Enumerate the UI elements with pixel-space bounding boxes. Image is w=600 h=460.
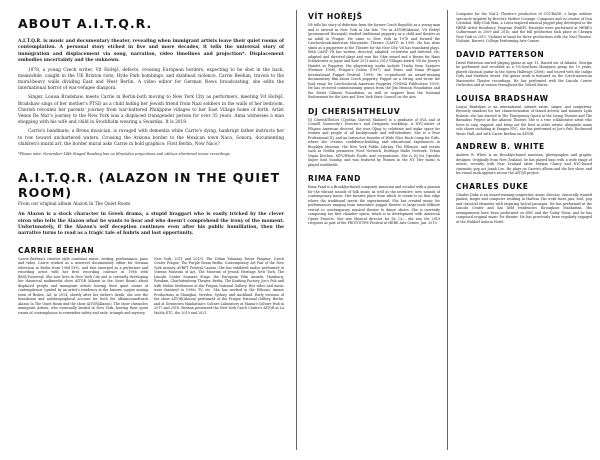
- vit-name: VÍT HOŘEJŠ: [308, 12, 363, 21]
- rima-name: RIMA FAND: [308, 174, 362, 183]
- about-paragraph-2: Singer, Louisa Bradshaw, meets Carrie in Berlin-both moving to New York City as performers, meeting Vít Hořejš. Bradshaw sings of her mother's PTSD as a child hiding her Jewish friend from Nazi soldiers in the walls of her bedroom. Cherish recounts her parents' journey from war-battered Philippine villages to her East Village home of birth. Artist Venus De Mar's journey to the New York was a displaced transgender person for over 35 years. Anna witnesses a man shopping with his wife and child in Stockholm wearing a Swastika. It is 2018.: [18, 95, 284, 126]
- album-lead: An Alazon is a stock character in Greek drama, a stupid braggart who is easily tricked by the clever eiron who tells the Alazon what he wants to hear and who doesn't comprehend the irony of the moment. Unfortunately, if the Alazon's self deception continues even after his public humiliation, then the narrative turns to read as a tragic tale of hubris and lost opportunity.: [18, 212, 284, 237]
- bios-column-a: [300, 0, 446, 229]
- david-name: DAVID PATTERSON: [456, 49, 545, 59]
- charles-name: CHARLES DUKE: [456, 181, 529, 191]
- carrie-bio: [18, 246, 284, 319]
- bios-column-b: [450, 0, 600, 227]
- dj-name: DJ CHERISHTHELUV: [308, 106, 401, 116]
- vit-text: Vít tells his story of defection from the former Czech Republic as a young man and is arrived in New York in the late '70s as AITQR(Alazon). Vít Hořejš (pronounced Horzaysh) studied traditional puppetry as a child and theater as an adult in Prague. He came to New York in 1978 and formed the Czechoslovak-American Marionette Theatre (CAMT) in 1990. He has done stints as a puppeteer at the Theatre for the New City, Vít has translated plays. With CAMT Vít has written, directed, adapted, co-written and directed. He, adapted and directed plays and won the Obie award and a Bessie for Hans Schmilowitz in Jayne and Kate 2011 and a 2013 Villager Award. Vít for Jitney's Hamlet in Puppetry. His playwriting works include Tracks from Sarajevo (Premier 1996), Prague's Golem (1997), and Twins and Sonia (Prague International Puppet Festival, 1999). He co-produced an award-winning documentary film about Czech puppetry, Puppet on a String, and wrote the lead essay for Czechoslovak American Puppetry (UNIMA Publication 1993). He has received commissioning grants from the Jim Henson Foundation and the Mertz Gilmore Foundation, as well as support from the National Endowment for the Arts and New York State Council on the Arts.: [308, 23, 440, 99]
- about-note: *Please note: November 14th Staged Reading has no film/video projections and utilizes shortened music recordings.: [18, 152, 231, 157]
- about-column: [0, 0, 292, 318]
- album-subtitle: From our original album Alazon In The Quiet Room: [18, 202, 131, 208]
- charles-text: Charles Duke is an award-winning songwriter, music director, classically trained pianist, singer and composer residing in Harlem. His work fuses jazz, soul, pop and classical elements with inspiring lyrical passages. He has performed at the Lincoln Center and has held residencies throughout Manhattan. His arrangements have been performed on NBC and the Today Show, and he has composed original music for theater. He has previously been regularly engaged at the Waldorf Astoria Hotel.: [456, 192, 592, 224]
- andrew-name: ANDREW B. WHITE: [456, 142, 545, 151]
- carrie-name: CARRIE BEEHAN: [18, 245, 95, 255]
- andrew-text: Andrew B. White is an Brooklyn-based musician, photographer and graphic designer. Originally from New Zealand, he has played bass with a wide range of artists, recently with New Zealand artist Miriam Clancy and NYC-based cinematic pop act Jonah Leo. He plays on Carrie's album and the live show, and his visual work appears across the AITQR project.: [456, 153, 592, 175]
- about-title: ABOUT A.I.T.Q.R.: [18, 16, 153, 31]
- louisa-name: LOUISA BRADSHAW: [456, 93, 549, 103]
- dj-text: DJ CherishTheLuv (Cynthia Cherish Malaret) is a graduate of SVA and of Cornell University's Director's and Designers workshop. A NYC-native of Filipino American descent, she uses DJing to celebrate and make space for women and people of all backgrounds and self-identities. She is a Pose Professional DJ, and an Instructor, founder of Wide Slice Rock Camp for Girls, where she creates confidence-building and educational experiences in Brooklyn Museum, the New York Public Library, The Fillmore, and events such as Netflix premieres, Food Network, Heritage Radio Network, Urban Vegan Kitchen, MTV/Whole Foods, and corporations. She is DJ for Operahs Super Soul Sunday, and was featured by Women in the NY. Her music is played worldwide.: [308, 117, 440, 167]
- louisa-text: Louisa Bradshaw is an international cabaret artist, singer, and songwriter. Recently standout for her characterization of famed actress and monster Lyda Roberti, she has starred in The Threepenny Opera at the Living Theatre and The Barnabus Project at the Atlantic Theater. She is a true collaborator artist who loves to sing, support, and bring out the best in other artists. Alongside many solo shows including at Pangea NYC, she has performed at Joe's Pub, Rockwood Music Hall, and with Carrie Beehan on AITQR.: [456, 104, 592, 136]
- rima-text: Rima Fand is a Brooklyn-based composer, musician and vocalist with a passion for the vibrant sounds of folk music as well as the inventive, new sounds of contemporary music. Her favorite place from which to create is on that edge where the traditional meets the experimental. She has created music for performances ranging from innovative puppet theater to large-scale folklore revival to contemporary musical theater to dance shows. She is currently composing her first chamber opera, which is in development with American Opera Projects. She was Musical director for Dr. Cz... she was the 2019 recipient as part of the PROTOTYPE Festival at HERE Arts Center, Jan. 2019.: [308, 185, 440, 225]
- about-lead: A.I.T.Q.R. is music and documentary theater, revealing when immigrant artists leave their quiet rooms of contemplation. A personal story etched in five and more decades, it tells the universal story of immigration and displacement via song, narration, video timelines and projection*. Displacement embodies uncertainty and the unknown.: [18, 39, 284, 64]
- david-intro: Composer for the NACL Theatre's production of COURAGE, a large outdoor spectacle inspired by Brecht's Mother Courage. Composer and co-creator of Don Cristobal, Billy-Club Man, a Lorca-inspired musical puppet play developed in the HERE Artist Residency Program (HARP). Excerpts were performed at HERE's Culturemart in 2009 and 2010, and the full production took place at Chemyn New York in 2011. Violinist in band for three productions with the Nacl Theatre. Violinist, Barrett, College Performing Arts Centre.: [456, 12, 592, 43]
- carrie-text-a: Carrie Beehan's creative style combines music, writing, performance, puns and video. Carrie worked as a newsreel documentary editor for German television in Berlin from 1984-1992, and first emerged as a performer and recording artist with her first recording contract in 1988 with BMG/Universal. She now lives in New York City and is currently developing her theatrical multimedia show AITQR (Alazon in the Quiet Room) about displaced people and immigrant artists leaving their quiet rooms of contemplation. Ignited by an artist's residency in the historic copper mining town of Bisbee, AZ, in 2014, shortly after her father's death, she sets the foundation and autobiographical account for both the album/soundtrack Alazon In The Quiet Room and the show AITQR(Alazon). The show chronicles immigrant Artists, who eventually landed in New York, leaving their quiet rooms of contemplation to remember safety and exile, triumph and mystery.: [18, 256, 148, 315]
- album-title: A.I.T.Q.R. (ALAZON IN THE QUIET ROOM): [18, 170, 281, 201]
- column-divider: [447, 10, 448, 450]
- column-divider: [296, 10, 297, 450]
- about-paragraph-3: Carrie's bandmate, a Bronx musician, is ravaged with dementia while Carrie's dying, bankrupt father instructs her to row toward unchartered waters. Crossing the Arizona border to the Mexican town Naco, Sonora, documenting children's mural art, the border mural asks Carrie in bold graphics: First Berlin, Now Naco?: [18, 129, 284, 147]
- david-text: David Patterson started playing guitar at age 11. Raised out of Atlanta, Georgia he performed and recorded as a US-Southern bluegrass group for 10 years, played classical guitar in the Opera Hallways (2008), and toured with the Indigo Girls and Matthew Sweet. His guitar work is featured on the Czech-American Marionette Theatre recordings. He has performed with the Lincoln Center Orchestra and at venues throughout the United States.: [456, 60, 592, 87]
- about-paragraph-1: 1978, a young Czech writer, Vít Hořejš, defects, crossing European borders, expecting to be shot in the back, meanwhile, caught in the UK Brixton riots, Hyde Park bombings, and skinhead violence, Carrie Beehan, travels to the mural-heavy walls dividing East and West Berlin. A video editor for German News broadcasting, she edits the international horror of war-refugee diaspora.: [18, 67, 284, 92]
- carrie-text-b: New York, 2011 and 2013). The Zoltan Tolnanzy Tower Pragaue, Czech Center Prague, The Purple Room Berlin, Contemporary Art Fair of the New York Armory, AVBFT Festival Canvas. She has exhibited and/or performed at Queens Museum of Art, The Museum of Jewish Heritage New York, The Lincoln Center Summer Stage, the European Film Awards, Hamburg, Potsdam, Charlottenburg Theater, Berlin, The Knitting Factory, Joe's Pub and with Stefan Stefanssen at the Prague National Gallery. Her video and music were featured in 1990s TV, etc. She has worked in the Wilsons, Amaze Productions in Shanghai, Sweden, Sydney, and Auckland. Early versions of the show AITQR(Alazon) performed at the Prague National Gallery, Berlin, and at Downtown Manhattan's Culture Laboratory at Mama's Culture Hub in 2017 and 2018. Beehan premiered the New York Czech Centre's AITQR at La MaMa ETC, the 2019 and 2021.: [154, 256, 284, 315]
